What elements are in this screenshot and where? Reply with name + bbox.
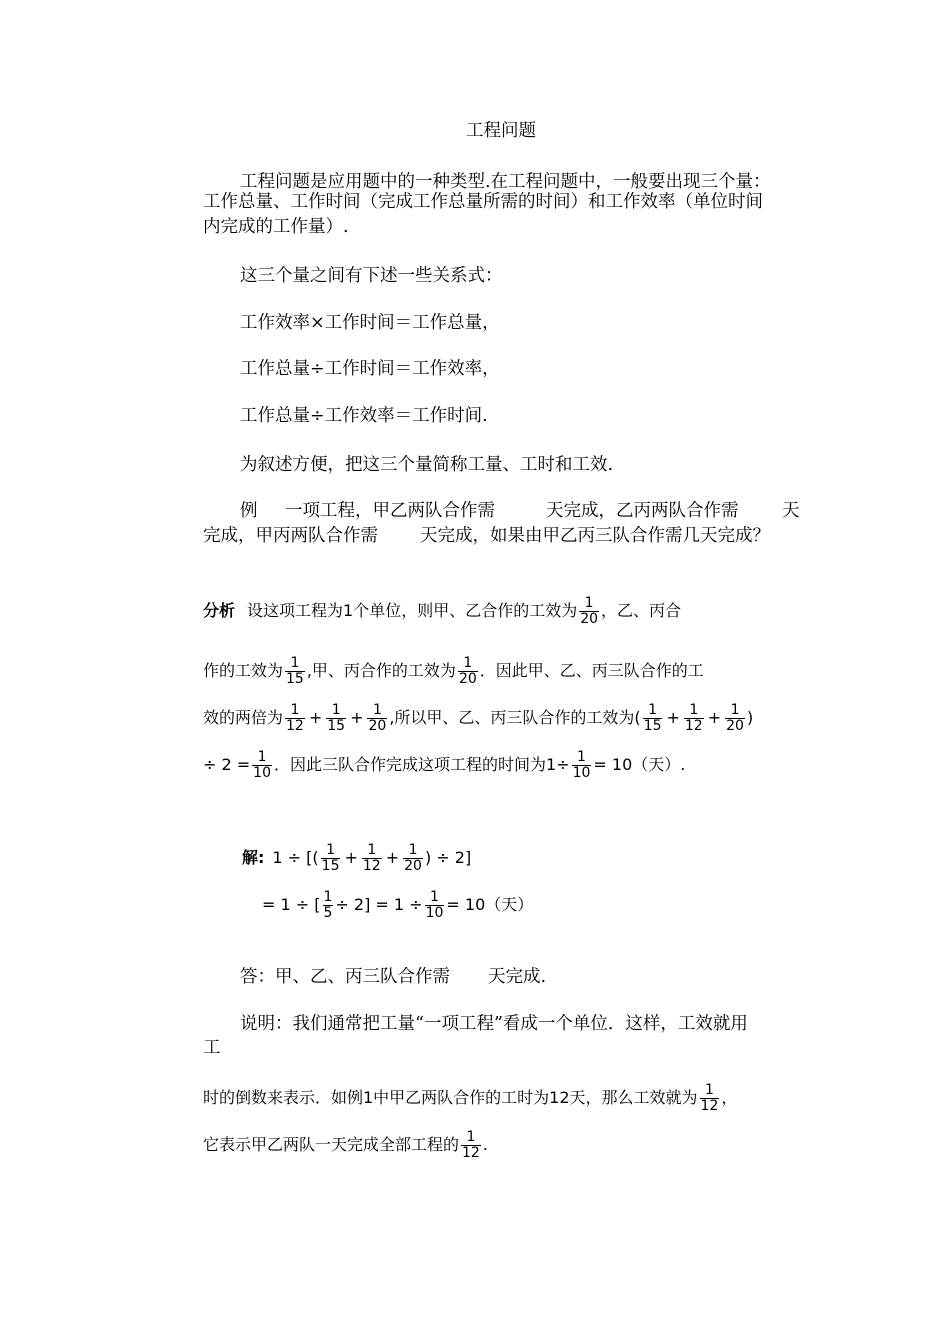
formula-1: 工作效率×工作时间＝工作总量， xyxy=(240,313,500,333)
fraction-1-15: $\frac{1}{15}$ xyxy=(321,842,340,874)
analysis-text: ．因此甲、乙、丙三队合作的工 xyxy=(479,661,704,680)
note-text: 它表示甲乙两队一天完成全部工程的 xyxy=(203,1135,460,1154)
note-line-2: 工 xyxy=(203,1038,221,1058)
plus-sign: + xyxy=(350,708,364,727)
fraction-1-20: $\frac{1}{20}$ xyxy=(368,702,387,734)
page-title: 工程问题 xyxy=(466,121,536,141)
analysis-line-1 xyxy=(203,596,681,627)
note-line-1: 说明：我们通常把工量“一项工程”看成一个单位．这样，工效就用 xyxy=(240,1014,748,1034)
example-line-2a: 完成，甲丙两队合作需 xyxy=(203,526,378,546)
fraction-1-20: $\frac{1}{20}$ xyxy=(458,655,477,687)
intro-line-2: 工作总量、工作时间（完成工作总量所需的时间）和工作效率（单位时间 xyxy=(203,192,763,212)
solution-text: = 1 ÷ [ xyxy=(262,895,321,914)
solution-line-1 xyxy=(242,843,471,874)
fraction-1-12: $\frac{1}{12}$ xyxy=(362,842,381,874)
fraction-1-10: $\frac{1}{10}$ xyxy=(253,749,271,781)
fraction-1-20: $\frac{1}{20}$ xyxy=(404,842,422,874)
analysis-text: ) xyxy=(746,708,754,727)
fraction-1-15: $\frac{1}{15}$ xyxy=(286,655,304,687)
example-text-b: 天完成，乙丙两队合作需 xyxy=(546,501,739,521)
answer-text-b: 天完成. xyxy=(488,967,547,987)
note-text: ， xyxy=(721,1088,738,1107)
fraction-1-15: $\frac{1}{15}$ xyxy=(327,702,346,734)
analysis-text: ，乙、丙合 xyxy=(601,601,682,620)
fraction-1-12: $\frac{1}{12}$ xyxy=(684,702,703,734)
solution-text: ) ÷ 2] xyxy=(424,848,472,867)
solution-line-2 xyxy=(262,890,533,921)
plus-sign: + xyxy=(308,708,323,727)
fraction-1-15: $\frac{1}{15}$ xyxy=(643,702,662,734)
plus-sign: + xyxy=(666,708,680,727)
solution-text: 1 ÷ [( xyxy=(272,848,319,867)
analysis-text: ．因此三队合作完成这项工程的时间为1÷ xyxy=(274,755,570,774)
relation-intro: 这三个量之间有下述一些关系式： xyxy=(240,266,503,286)
example-text-a: 一项工程，甲乙两队合作需 xyxy=(285,501,495,521)
intro-line-3: 内完成的工作量）. xyxy=(203,217,349,237)
analysis-text: 设这项工程为1个单位，则甲、乙合作的工效为 xyxy=(247,601,578,620)
analysis-label: 分析 xyxy=(203,601,236,620)
answer-text-a: 答：甲、乙、丙三队合作需 xyxy=(240,967,450,987)
analysis-text: ÷ 2 = xyxy=(203,755,251,774)
abbreviation-note: 为叙述方便，把这三个量简称工量、工时和工效. xyxy=(240,455,614,475)
analysis-line-4 xyxy=(203,750,685,781)
analysis-text: ,所以甲、乙、丙三队合作的工效为( xyxy=(389,708,641,727)
analysis-text: ,甲、丙合作的工效为 xyxy=(306,661,456,680)
formula-3: 工作总量÷工作效率＝工作时间. xyxy=(240,406,488,426)
fraction-1-20: $\frac{1}{20}$ xyxy=(726,702,744,734)
analysis-text: 效的两倍为 xyxy=(203,708,284,727)
note-text: 时的倒数来表示．如例1中甲乙两队合作的工时为12天，那么工效就为 xyxy=(203,1088,698,1107)
plus-sign: + xyxy=(344,848,358,867)
example-label: 例 xyxy=(240,501,258,521)
fraction-1-10: $\frac{1}{10}$ xyxy=(572,749,591,781)
example-text-c: 天 xyxy=(782,501,800,521)
intro-line-1: 工程问题是应用题中的一种类型.在工程问题中，一般要出现三个量： xyxy=(240,172,771,192)
solution-text: ÷ 2] = 1 ÷ xyxy=(335,895,423,914)
example-line-2b: 天完成，如果由甲乙丙三队合作需几天完成？ xyxy=(420,526,770,546)
fraction-1-12: $\frac{1}{12}$ xyxy=(700,1082,719,1114)
solution-text: = 10（天） xyxy=(446,895,534,914)
fraction-1-5: $\frac{1}{5}$ xyxy=(323,889,333,921)
formula-2: 工作总量÷工作时间＝工作效率， xyxy=(240,359,500,379)
fraction-1-20: $\frac{1}{20}$ xyxy=(580,595,599,627)
fraction-1-12: $\frac{1}{12}$ xyxy=(286,702,304,734)
analysis-line-3 xyxy=(203,703,753,734)
fraction-1-12: $\frac{1}{12}$ xyxy=(462,1129,480,1161)
note-line-3 xyxy=(203,1083,737,1114)
solution-label: 解: xyxy=(242,848,265,867)
plus-sign: + xyxy=(707,708,722,727)
note-text: . xyxy=(482,1135,488,1154)
plus-sign: + xyxy=(385,848,400,867)
note-line-4 xyxy=(203,1130,488,1161)
analysis-text: 作的工效为 xyxy=(203,661,284,680)
analysis-text: = 10（天）. xyxy=(593,755,686,774)
analysis-line-2 xyxy=(203,656,704,687)
fraction-1-10: $\frac{1}{10}$ xyxy=(425,889,444,921)
